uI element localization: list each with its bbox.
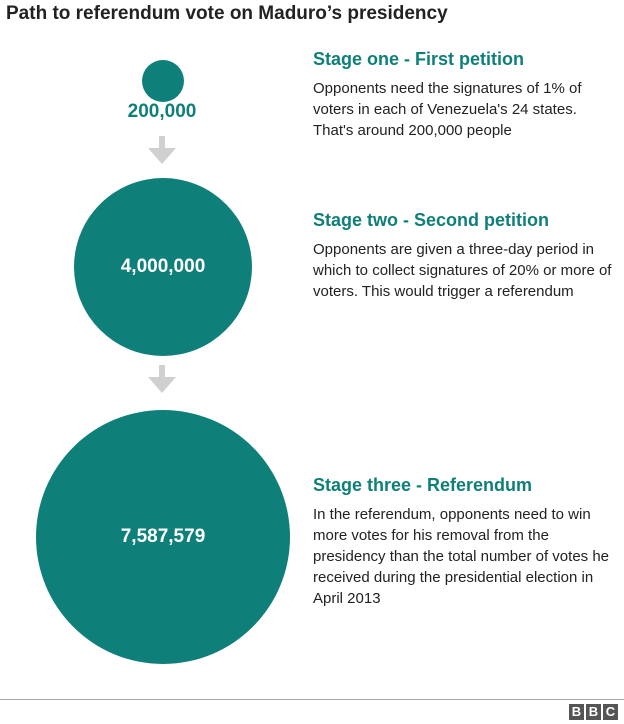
stage-one-value: 200,000 xyxy=(127,101,197,122)
stage-two-body: Opponents are given a three-day period in which to collect signatures of 20% or more of voters. This would trigger a referendum xyxy=(313,241,612,300)
stage-two-heading: Stage two - Second petition xyxy=(313,210,550,230)
stage-three-circle xyxy=(36,410,290,664)
logo-letter: B xyxy=(586,704,601,720)
stage-three-body: In the referendum, opponents need to win more votes for his removal from the presidency than the total number of votes he received during the presidential election in April 2013 xyxy=(313,506,610,607)
logo-letter: C xyxy=(603,704,618,720)
stage-two-circle xyxy=(74,178,252,356)
stage-one-body: Opponents need the signatures of 1% of voters in each of Venezuela's 24 states. That's around 200,000 people xyxy=(313,80,582,139)
down-arrow-icon xyxy=(147,136,177,166)
down-arrow-icon xyxy=(147,365,177,395)
stage-three-text xyxy=(313,475,618,609)
stage-one-circle xyxy=(142,60,184,102)
stage-three-value: 7,587,579 xyxy=(120,526,206,547)
page-title: Path to referendum vote on Maduro’s presidency xyxy=(6,3,448,24)
stage-one-text xyxy=(313,49,618,141)
footer-divider xyxy=(0,699,624,700)
stage-one-heading: Stage one - First petition xyxy=(313,49,525,69)
stage-two-value: 4,000,000 xyxy=(120,256,206,277)
stage-three-heading: Stage three - Referendum xyxy=(313,475,533,495)
bbc-logo xyxy=(569,704,618,720)
stage-two-text xyxy=(313,210,618,302)
logo-letter: B xyxy=(569,704,584,720)
